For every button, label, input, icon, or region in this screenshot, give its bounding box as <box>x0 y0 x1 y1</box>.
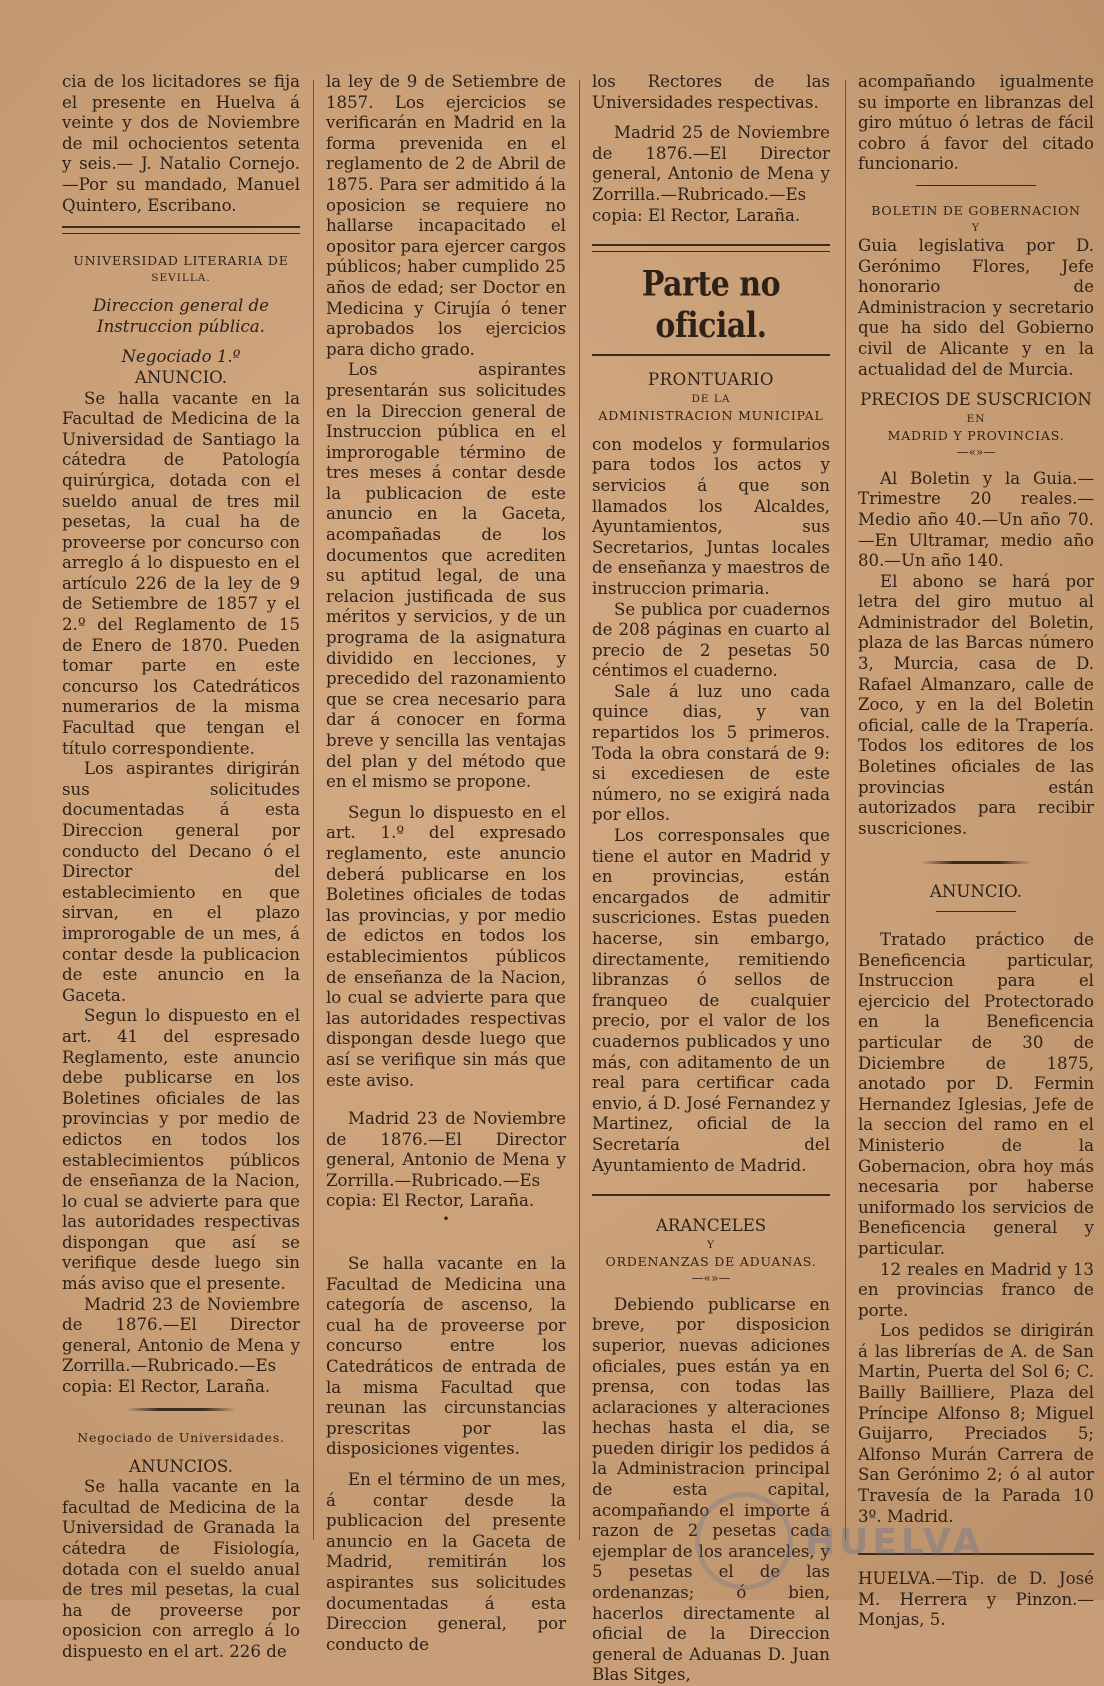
stamp-text: HUELVA <box>805 1522 985 1563</box>
signature-paragraph: Madrid 25 de Noviembre de 1876.—El Director general, Antonio de Mena y Zorrilla.—Rubricado.—Es copia: El Rector, Laraña. <box>592 123 830 225</box>
column-rule <box>313 80 314 1540</box>
aranceles-subheading: ORDENANZAS DE ADUANAS. <box>605 1253 817 1269</box>
paragraph: Los pedidos se dirigirán á las librerías de A. de San Martin, Puerta del Sol 6; C. Bailly Bailliere, Plaza del Príncipe Alfonso 8; Miguel Guijarro, Preciados 5; Alfonso Murán Carrera de San Gerónimo 2; ó al autor Travesía de la Parada 10 3º. Madrid. <box>858 1321 1094 1526</box>
boletin-subheading: Y <box>972 221 980 234</box>
section-rule <box>916 185 1036 186</box>
ornamental-rule <box>921 861 1031 864</box>
paragraph: la ley de 9 de Setiembre de 1857. Los ejercicios se verificarán en Madrid en la forma prevenida en el reglamento de 2 de Abril de 1875. Para ser admitido á la oposicion se requiere no hallarse incapacitado el opositor para ejercer cargos públicos; haber cumplido 25 años de edad; ser Doctor en Medicina y Cirujía ó tener aprobados los ejercicios para dicho grado. <box>326 72 566 359</box>
paragraph: acompañando igualmente su importe en libranzas del giro mútuo ó letras de fácil cobro á favor del citado funcionario. <box>858 72 1094 174</box>
ornament: —«»— <box>956 444 996 459</box>
title-rule <box>592 354 830 356</box>
prontuario-subheading: ADMINISTRACION MUNICIPAL <box>598 407 824 423</box>
ornament: —«»— <box>691 1270 731 1285</box>
notice-ending: cia de los licitadores se fija el presente en Huelva á veinte y dos de Noviembre de mil ochocientos setenta y seis.— J. Natalio Cornejo.—Por su mandado, Manuel Quintero, Escribano. <box>62 72 300 215</box>
signature-paragraph: Madrid 23 de Noviembre de 1876.—El Director general, Antonio de Mena y Zorrilla.—Rubricado.—Es copia: El Rector, Laraña. <box>62 1294 300 1397</box>
aranceles-heading: ARANCELES <box>655 1216 767 1236</box>
paragraph: Segun lo dispuesto en el art. 1.º del expresado reglamento, este anuncio deberá publicarse en los Boletines oficiales de todas las provincias, y por medio de edictos en todos los establecimientos públicos de enseñanza de la Nacion, lo cual se advierte para que las autoridades respectivas dispongan desde luego que así se verifique sin más que este aviso. <box>326 802 566 1090</box>
section-rule <box>62 226 300 234</box>
column-2 <box>326 72 566 1654</box>
precios-subheading: EN <box>966 412 986 425</box>
separator-dot: • <box>442 1212 450 1227</box>
anuncios-heading: ANUNCIOS. <box>129 1456 233 1476</box>
ornamental-rule <box>126 1408 236 1411</box>
anuncio-heading: ANUNCIO. <box>929 882 1023 902</box>
column-3 <box>592 72 830 1685</box>
precios-subheading: MADRID Y PROVINCIAS. <box>887 427 1065 443</box>
boletin-heading: BOLETIN DE GOBERNACION <box>871 202 1081 218</box>
section-title: Parte no oficial. <box>641 264 781 347</box>
paragraph: Tratado práctico de Beneficencia particular, Instruccion para el ejercicio del Protectorado en la Beneficencia particular de 30 de Diciembre de 1875, anotado por D. Fermin Hernandez Iglesias, Jefe de la seccion del ramo en el Ministerio de la Gobernacion, obra hoy más necesaria por haberse uniformado los servicios de Beneficencia general y particular. <box>858 930 1094 1258</box>
column-4 <box>858 72 1094 1630</box>
paragraph: Los aspirantes dirigirán sus solicitudes documentadas á esta Direccion general por conducto del Decano ó el Director del establecimiento en que sirvan, en el plazo improrogable de un mes, á contar desde la publicacion de este anuncio en la Gaceta. <box>62 759 300 1005</box>
column-1 <box>62 72 300 1661</box>
paragraph: Se halla vacante en la Facultad de Medicina una categoría de ascenso, la cual ha de proveerse por concurso entre los Catedráticos de entrada de la misma Facultad que reunan las circunstancias prescritas por las disposiciones vigentes. <box>326 1254 566 1459</box>
paragraph: Segun lo dispuesto en el art. 41 del espresado Reglamento, este anuncio debe publicarse en los Boletines oficiales de las provincias y por medio de edictos en todos los establecimientos públicos de enseñanza de la Nacion, lo cual se advierte para que las autoridades respectivas dispongan que así se verifique desde luego sin más aviso que el presente. <box>62 1006 300 1294</box>
paragraph: Guia legislativa por D. Gerónimo Flores, Jefe honorario de Administracion y secretario que ha sido del Gobierno civil de Alicante y en la actualidad del de Murcia. <box>858 235 1094 379</box>
precios-heading: PRECIOS DE SUSCRICION <box>860 390 1092 410</box>
stamp-logo-icon <box>695 1492 793 1590</box>
prontuario-subheading: DE LA <box>691 392 731 405</box>
short-rule <box>936 911 1016 912</box>
paragraph: Los aspirantes presentarán sus solicitudes en la Direccion general de Instruccion pública en el improrogable término de tres meses á contar desde la publicacion de este anuncio en la Gaceta, acompañadas de los documentos que acrediten su aptitud legal, de una relacion justificada de sus méritos y servicios, y de un programa de la asignatura dividido en lecciones, y precedido del razonamiento que se crea necesario para dar á conocer en forma breve y sencilla las ventajas del plan y del método que en el mismo se propone. <box>326 360 566 792</box>
paragraph: Los corresponsales que tiene el autor en Madrid y en provincias, están encargados de admitir suscriciones. Estas pueden hacerse, sin embargo, directamente, remitiendo libranzas ó sellos de franqueo de cualquier precio, por el valor de los cuadernos publicados y uno más, con aditamento de un real para certificar cada envio, á D. José Fernandez y Martinez, oficial de la Secretaría del Ayuntamiento de Madrid. <box>592 826 830 1175</box>
institution-heading: UNIVERSIDAD LITERARIA DE <box>73 253 289 269</box>
section-rule <box>592 1194 830 1196</box>
negociado-heading: Negociado 1.º <box>121 347 241 367</box>
prontuario-heading: PRONTUARIO <box>648 370 774 390</box>
direction-heading: Direccion general de Instruccion pública. <box>92 296 269 336</box>
paragraph: Debiendo publicarse en breve, por disposicion superior, nuevas adiciones oficiales, pues están ya en prensa, con todas las aclaraciones y alteraciones hechas hasta el dia, se pueden dirigir los pedidos á la Administracion principal de esta capital, acompañando el importe á razon de 2 pesetas cada ejemplar de los aranceles, y 5 pesetas el de las ordenanzas; ó bien, hacerlos directamente al oficial de la Direccion general de Aduanas D. Juan Blas Sitges, <box>592 1294 830 1685</box>
library-stamp <box>695 1478 995 1588</box>
paragraph: con modelos y formularios para todos los actos y servicios á que son llamados los Alcaldes, Ayuntamientos, sus Secretarios, Juntas locales de enseñanza y maestros de instruccion primaria. <box>592 434 830 598</box>
paragraph: Se publica por cuadernos de 208 páginas en cuarto al precio de 2 pesetas 50 céntimos el cuaderno. <box>592 599 830 681</box>
paragraph: 12 reales en Madrid y 13 en provincias franco de porte. <box>858 1259 1094 1320</box>
imprint: HUELVA.—Tip. de D. José M. Herrera y Pinzon.—Monjas, 5. <box>858 1569 1094 1630</box>
column-rule <box>579 80 580 1540</box>
paragraph: En el término de un mes, á contar desde la publicacion del presente anuncio en la Gaceta de Madrid, remitirán los aspirantes sus solicitudes documentadas á esta Direccion general, por conducto de <box>326 1470 566 1654</box>
signature-paragraph: Madrid 23 de Noviembre de 1876.—El Director general, Antonio de Mena y Zorrilla.—Rubricado.—Es copia: El Rector, Laraña. <box>326 1109 566 1211</box>
paragraph: Al Boletin y la Guia.—Trimestre 20 reales.—Medio año 40.—Un año 70.—En Ultramar, medio año 80.—Un año 140. <box>858 468 1094 571</box>
paragraph: Se halla vacante en la Facultad de Medicina de la Universidad de Santiago la cátedra de Patología quirúrgica, dotada con el sueldo anual de tres mil pesetas, la cual ha de proveerse por concurso con arreglo á lo dispuesto en el artículo 226 de la ley de 9 de Setiembre de 1857 y el 2.º del Reglamento de 15 de Enero de 1870. Pueden tomar parte en este concurso los Catedráticos numerarios de la misma Facultad que tengan el título correspondiente. <box>62 388 300 758</box>
anuncio-heading: ANUNCIO. <box>134 367 228 387</box>
column-rule <box>845 80 846 1540</box>
paragraph: Sale á luz uno cada quince dias, y van repartidos los 5 primeros. Toda la obra constará de 9: si excediesen de este número, no se exigirá nada por ellos. <box>592 681 830 825</box>
institution-city: SEVILLA. <box>151 272 211 285</box>
aranceles-subheading: Y <box>707 1238 715 1251</box>
paragraph: El abono se hará por letra del giro mutuo al Administrador del Boletin, plaza de las Barcas número 3, Murcia, casa de D. Rafael Almanzaro, calle de Zoco, y en la del Boletin oficial, calle de la Trapería. Todos los editores de los Boletines oficiales de las provincias están autorizados para recibir suscriciones. <box>858 571 1094 838</box>
section-rule <box>592 244 830 252</box>
negociado-heading: Negociado de Universidades. <box>77 1429 285 1445</box>
paragraph: Se halla vacante en la facultad de Medicina de la Universidad de Granada la cátedra de Fisiología, dotada con el sueldo anual de tres mil pesetas, la cual ha de proveerse por oposicion con arreglo á lo dispuesto en el art. 226 de <box>62 1477 300 1661</box>
paragraph: los Rectores de las Universidades respectivas. <box>592 72 830 112</box>
